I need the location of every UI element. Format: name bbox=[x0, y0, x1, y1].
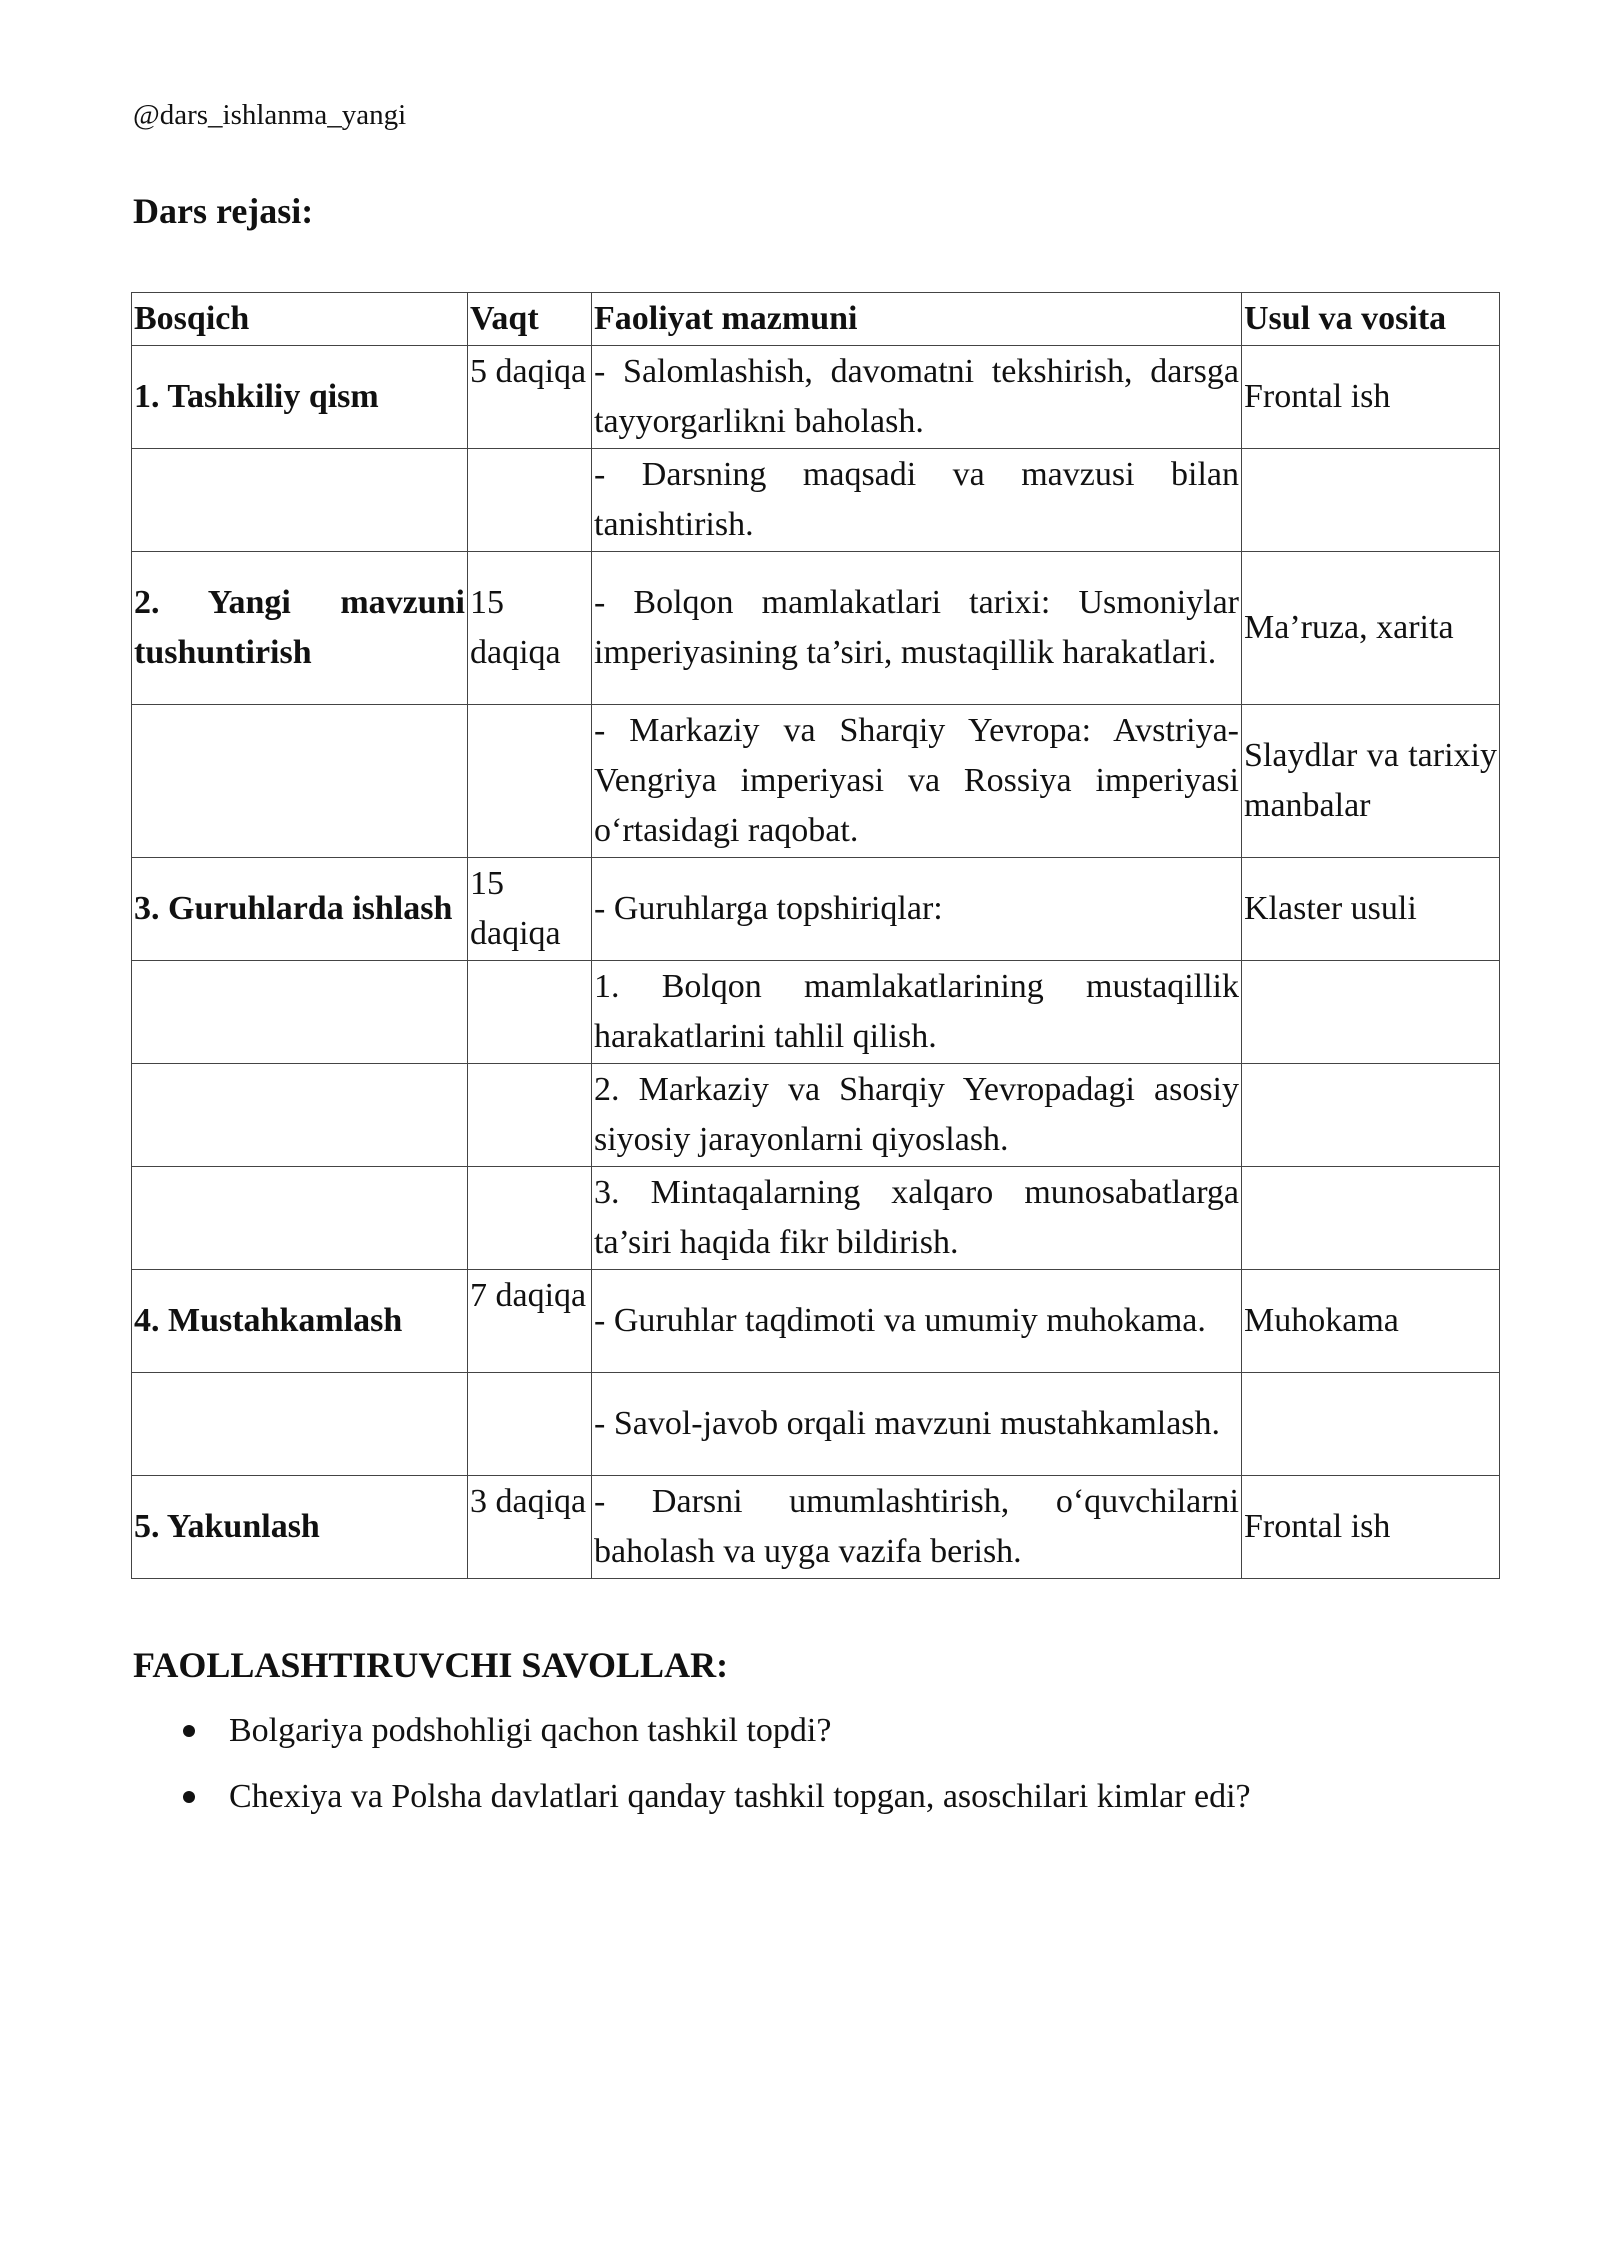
time-cell: 5 daqiqa bbox=[468, 346, 592, 449]
method-cell bbox=[1242, 1373, 1500, 1476]
method-cell bbox=[1242, 961, 1500, 1064]
table-row bbox=[132, 1270, 1500, 1373]
activity-cell: 1. Bolqon mamlakatlarining mustaqillik harakatlarini tahlil qilish. bbox=[592, 961, 1242, 1064]
time-cell bbox=[468, 1064, 592, 1167]
plan-title: Dars rejasi: bbox=[133, 191, 314, 231]
method-cell: Frontal ish bbox=[1242, 1476, 1500, 1579]
stage-cell: 1. Tashkiliy qism bbox=[132, 346, 468, 449]
column-header-stage: Bosqich bbox=[132, 293, 468, 346]
table-row bbox=[132, 1064, 1500, 1167]
time-cell bbox=[468, 449, 592, 552]
stage-cell: 2. Yangi mavzuni tushuntirish bbox=[132, 552, 468, 705]
table-header-row bbox=[132, 293, 1500, 346]
time-cell: 15 daqiqa bbox=[468, 858, 592, 961]
method-cell: Muhokama bbox=[1242, 1270, 1500, 1373]
table-row bbox=[132, 858, 1500, 961]
question-text: Chexiya va Polsha davlatlari qanday tashkil topgan, asoschilari kimlar edi? bbox=[229, 1778, 1251, 1815]
question-text: Bolgariya podshohligi qachon tashkil topdi? bbox=[229, 1712, 832, 1749]
method-cell: Frontal ish bbox=[1242, 346, 1500, 449]
time-cell bbox=[468, 1373, 592, 1476]
stage-cell: 5. Yakunlash bbox=[132, 1476, 468, 1579]
table-row bbox=[132, 961, 1500, 1064]
time-cell bbox=[468, 961, 592, 1064]
time-cell: 7 daqiqa bbox=[468, 1270, 592, 1373]
questions-list bbox=[133, 1709, 1251, 1841]
questions-title: FAOLLASHTIRUVCHI SAVOLLAR: bbox=[133, 1645, 729, 1685]
table-row bbox=[132, 1476, 1500, 1579]
lesson-plan-table bbox=[131, 292, 1500, 1579]
time-cell bbox=[468, 705, 592, 858]
bullet-icon bbox=[183, 1791, 195, 1803]
stage-cell bbox=[132, 1064, 468, 1167]
stage-cell: 4. Mustahkamlash bbox=[132, 1270, 468, 1373]
stage-cell bbox=[132, 1167, 468, 1270]
list-item bbox=[133, 1775, 1251, 1819]
stage-cell bbox=[132, 705, 468, 858]
table-row bbox=[132, 552, 1500, 705]
activity-cell: 2. Markaziy va Sharqiy Yevropadagi asosiy siyosiy jarayonlarni qiyoslash. bbox=[592, 1064, 1242, 1167]
stage-cell bbox=[132, 961, 468, 1064]
table-row bbox=[132, 1167, 1500, 1270]
method-cell bbox=[1242, 449, 1500, 552]
bullet-icon bbox=[183, 1725, 195, 1737]
stage-cell bbox=[132, 449, 468, 552]
method-cell bbox=[1242, 1064, 1500, 1167]
activity-cell: - Markaziy va Sharqiy Yevropa: Avstriya-Vengriya imperiyasi va Rossiya imperiyasi o‘rtasidagi raqobat. bbox=[592, 705, 1242, 858]
activity-cell: - Darsni umumlashtirish, o‘quvchilarni baholash va uyga vazifa berish. bbox=[592, 1476, 1242, 1579]
column-header-time: Vaqt bbox=[468, 293, 592, 346]
method-cell bbox=[1242, 1167, 1500, 1270]
method-cell: Slaydlar va tarixiy manbalar bbox=[1242, 705, 1500, 858]
table-row bbox=[132, 346, 1500, 449]
activity-cell: - Bolqon mamlakatlari tarixi: Usmoniylar imperiyasining ta’siri, mustaqillik harakatlari. bbox=[592, 552, 1242, 705]
activity-cell: - Guruhlarga topshiriqlar: bbox=[592, 858, 1242, 961]
column-header-activity: Faoliyat mazmuni bbox=[592, 293, 1242, 346]
table-row bbox=[132, 449, 1500, 552]
table-row bbox=[132, 705, 1500, 858]
stage-cell: 3. Guruhlarda ishlash bbox=[132, 858, 468, 961]
time-cell: 15 daqiqa bbox=[468, 552, 592, 705]
activity-cell: - Savol-javob orqali mavzuni mustahkamlash. bbox=[592, 1373, 1242, 1476]
time-cell: 3 daqiqa bbox=[468, 1476, 592, 1579]
channel-handle: @dars_ishlanma_yangi bbox=[133, 99, 407, 131]
activity-cell: - Darsning maqsadi va mavzusi bilan tanishtirish. bbox=[592, 449, 1242, 552]
activity-cell: - Salomlashish, davomatni tekshirish, darsga tayyorgarlikni baholash. bbox=[592, 346, 1242, 449]
activity-cell: 3. Mintaqalarning xalqaro munosabatlarga ta’siri haqida fikr bildirish. bbox=[592, 1167, 1242, 1270]
column-header-method: Usul va vosita bbox=[1242, 293, 1500, 346]
activity-cell: - Guruhlar taqdimoti va umumiy muhokama. bbox=[592, 1270, 1242, 1373]
time-cell bbox=[468, 1167, 592, 1270]
method-cell: Klaster usuli bbox=[1242, 858, 1500, 961]
method-cell: Ma’ruza, xarita bbox=[1242, 552, 1500, 705]
table-row bbox=[132, 1373, 1500, 1476]
stage-cell bbox=[132, 1373, 468, 1476]
list-item bbox=[133, 1709, 1251, 1753]
